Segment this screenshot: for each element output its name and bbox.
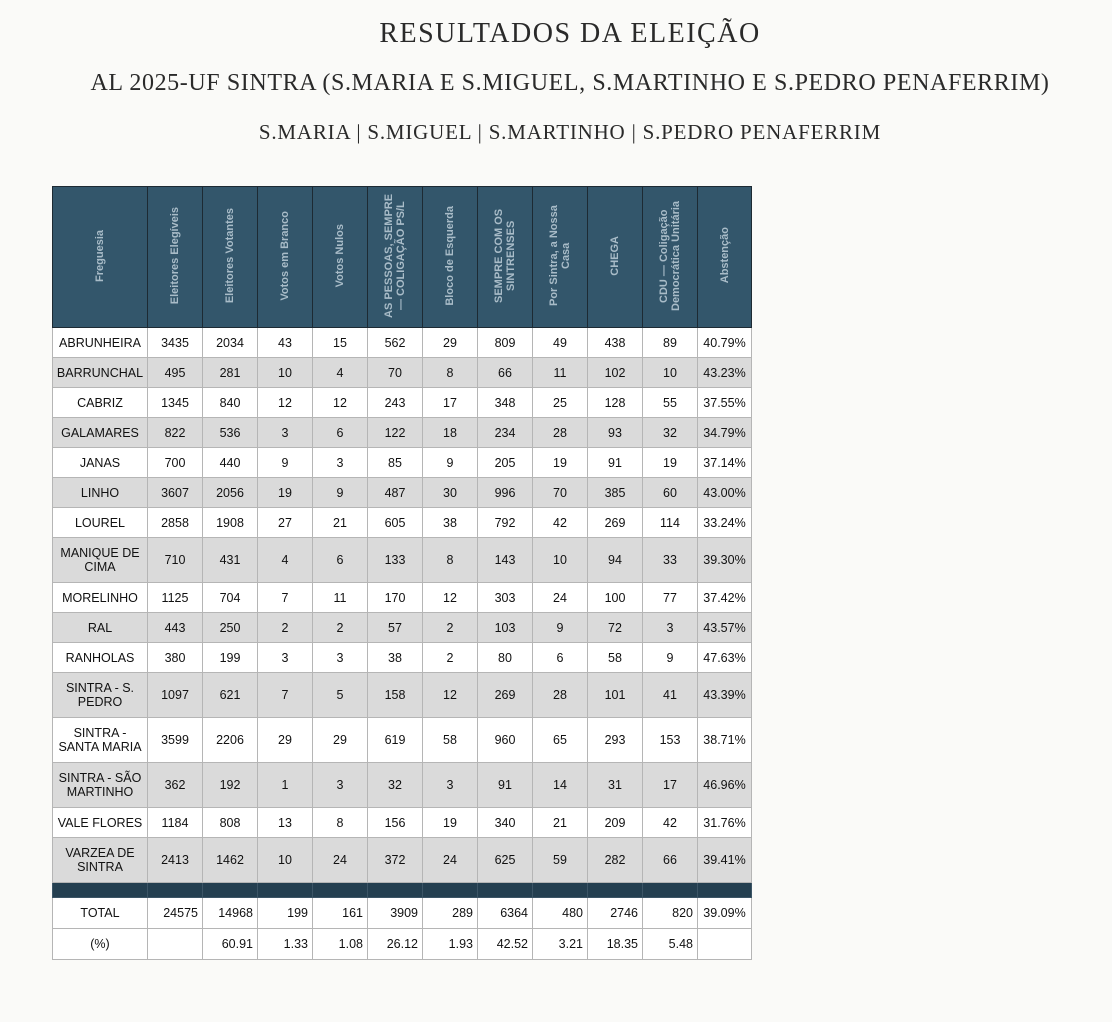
page-subtitle: AL 2025-UF SINTRA (S.MARIA E S.MIGUEL, S.MARTINHO E S.PEDRO PENAFERRIM) [90, 70, 1050, 96]
column-header-label: Abstenção [718, 227, 731, 284]
table-cell: 170 [368, 583, 423, 613]
table-header-row [53, 187, 752, 328]
parish-name-cell: LOUREL [53, 508, 148, 538]
total-row-cell: 3909 [368, 898, 423, 929]
table-cell: 102 [588, 358, 643, 388]
table-cell: 808 [203, 808, 258, 838]
table-row [53, 673, 752, 718]
table-cell: 822 [148, 418, 203, 448]
table-cell: 43 [258, 328, 313, 358]
total-row-cell: 39.09% [698, 898, 752, 929]
table-cell: 3599 [148, 718, 203, 763]
table-cell: 8 [423, 538, 478, 583]
separator-cell [698, 883, 752, 898]
column-header [258, 187, 313, 328]
table-cell: 619 [368, 718, 423, 763]
table-cell: 1345 [148, 388, 203, 418]
table-cell: 19 [643, 448, 698, 478]
total-row-cell: 480 [533, 898, 588, 929]
column-header [698, 187, 752, 328]
table-cell: 431 [203, 538, 258, 583]
table-row [53, 538, 752, 583]
table-cell: 60 [643, 478, 698, 508]
table-cell: 9 [313, 478, 368, 508]
table-cell: 11 [313, 583, 368, 613]
page-title: RESULTADOS DA ELEIÇÃO [379, 18, 761, 49]
table-cell: 293 [588, 718, 643, 763]
column-header-label: Eleitores Votantes [224, 207, 236, 304]
table-row [53, 583, 752, 613]
table-cell: 1184 [148, 808, 203, 838]
table-cell: 243 [368, 388, 423, 418]
parish-name-cell: RANHOLAS [53, 643, 148, 673]
table-cell: 209 [588, 808, 643, 838]
table-cell: 31.76% [698, 808, 752, 838]
table-cell: 37.55% [698, 388, 752, 418]
table-cell: 65 [533, 718, 588, 763]
table-cell: 621 [203, 673, 258, 718]
table-cell: 6 [313, 418, 368, 448]
table-cell: 93 [588, 418, 643, 448]
parish-name-cell: SINTRA - S. PEDRO [53, 673, 148, 718]
table-cell: 11 [533, 358, 588, 388]
table-cell: 710 [148, 538, 203, 583]
table-cell: 32 [643, 418, 698, 448]
table-cell: 19 [423, 808, 478, 838]
table-cell: 385 [588, 478, 643, 508]
table-cell: 3 [313, 448, 368, 478]
table-cell: 29 [258, 718, 313, 763]
table-cell: 101 [588, 673, 643, 718]
table-row [53, 448, 752, 478]
percent-row-cell: 1.08 [313, 929, 368, 960]
percent-row-cell [698, 929, 752, 960]
table-cell: 49 [533, 328, 588, 358]
parish-name-cell: SINTRA - SANTA MARIA [53, 718, 148, 763]
column-header [423, 187, 478, 328]
table-cell: 31 [588, 763, 643, 808]
table-cell: 34.79% [698, 418, 752, 448]
table-cell: 156 [368, 808, 423, 838]
total-row-cell: 2746 [588, 898, 643, 929]
table-row [53, 808, 752, 838]
table-cell: 80 [478, 643, 533, 673]
table-cell: 3 [313, 643, 368, 673]
table-cell: 122 [368, 418, 423, 448]
table-cell: 380 [148, 643, 203, 673]
table-cell: 24 [313, 838, 368, 883]
table-cell: 2034 [203, 328, 258, 358]
table-cell: 192 [203, 763, 258, 808]
percent-row-cell: 60.91 [203, 929, 258, 960]
table-cell: 27 [258, 508, 313, 538]
separator-cell [258, 883, 313, 898]
table-row [53, 418, 752, 448]
table-cell: 55 [643, 388, 698, 418]
percent-row-label: (%) [53, 929, 148, 960]
table-cell: 4 [258, 538, 313, 583]
total-row-cell: 199 [258, 898, 313, 929]
table-cell: 704 [203, 583, 258, 613]
table-cell: 536 [203, 418, 258, 448]
column-header-label: Freguesia [94, 229, 106, 282]
table-cell: 39.30% [698, 538, 752, 583]
table-cell: 43.00% [698, 478, 752, 508]
parish-name-cell: ABRUNHEIRA [53, 328, 148, 358]
table-cell: 440 [203, 448, 258, 478]
table-cell: 33.24% [698, 508, 752, 538]
table-cell: 3 [258, 418, 313, 448]
table-row [53, 328, 752, 358]
table-cell: 12 [313, 388, 368, 418]
table-cell: 2858 [148, 508, 203, 538]
total-row-cell: 289 [423, 898, 478, 929]
column-header [588, 187, 643, 328]
table-cell: 5 [313, 673, 368, 718]
table-cell: 24 [533, 583, 588, 613]
table-cell: 9 [533, 613, 588, 643]
percent-row-cell: 18.35 [588, 929, 643, 960]
table-cell: 1125 [148, 583, 203, 613]
table-cell: 6 [313, 538, 368, 583]
table-cell: 143 [478, 538, 533, 583]
table-cell: 47.63% [698, 643, 752, 673]
table-cell: 72 [588, 613, 643, 643]
table-cell: 29 [313, 718, 368, 763]
table-cell: 114 [643, 508, 698, 538]
parish-name-cell: SINTRA - SÃO MARTINHO [53, 763, 148, 808]
parish-name-cell: JANAS [53, 448, 148, 478]
table-cell: 3 [423, 763, 478, 808]
table-cell: 269 [478, 673, 533, 718]
column-header-label: Votos em Branco [279, 210, 291, 301]
table-cell: 3435 [148, 328, 203, 358]
table-cell: 1908 [203, 508, 258, 538]
table-cell: 21 [533, 808, 588, 838]
table-cell: 133 [368, 538, 423, 583]
table-cell: 438 [588, 328, 643, 358]
table-cell: 29 [423, 328, 478, 358]
table-cell: 28 [533, 418, 588, 448]
table-cell: 24 [423, 838, 478, 883]
table-cell: 10 [643, 358, 698, 388]
table-cell: 38.71% [698, 718, 752, 763]
table-row [53, 763, 752, 808]
table-cell: 1 [258, 763, 313, 808]
column-header [368, 187, 423, 328]
table-cell: 12 [258, 388, 313, 418]
table-cell: 372 [368, 838, 423, 883]
table-cell: 2 [258, 613, 313, 643]
total-row-cell: 820 [643, 898, 698, 929]
parish-name-cell: VALE FLORES [53, 808, 148, 838]
table-cell: 996 [478, 478, 533, 508]
table-cell: 13 [258, 808, 313, 838]
table-cell: 12 [423, 673, 478, 718]
table-cell: 234 [478, 418, 533, 448]
parish-name-cell: LINHO [53, 478, 148, 508]
table-row [53, 358, 752, 388]
table-cell: 15 [313, 328, 368, 358]
table-cell: 4 [313, 358, 368, 388]
separator-row [53, 883, 752, 898]
table-cell: 40.79% [698, 328, 752, 358]
table-cell: 792 [478, 508, 533, 538]
parish-name-cell: MORELINHO [53, 583, 148, 613]
table-cell: 14 [533, 763, 588, 808]
table-cell: 3 [643, 613, 698, 643]
table-cell: 46.96% [698, 763, 752, 808]
separator-cell [533, 883, 588, 898]
table-cell: 2 [423, 643, 478, 673]
table-cell: 19 [533, 448, 588, 478]
column-header [533, 187, 588, 328]
table-cell: 362 [148, 763, 203, 808]
total-row-cell: 161 [313, 898, 368, 929]
column-header [53, 187, 148, 328]
table-cell: 25 [533, 388, 588, 418]
table-cell: 39.41% [698, 838, 752, 883]
table-cell: 43.39% [698, 673, 752, 718]
table-cell: 495 [148, 358, 203, 388]
separator-cell [313, 883, 368, 898]
table-row [53, 718, 752, 763]
table-cell: 1462 [203, 838, 258, 883]
table-cell: 9 [258, 448, 313, 478]
separator-cell [203, 883, 258, 898]
table-cell: 42 [533, 508, 588, 538]
table-cell: 2 [313, 613, 368, 643]
table-cell: 59 [533, 838, 588, 883]
table-cell: 199 [203, 643, 258, 673]
table-cell: 128 [588, 388, 643, 418]
separator-cell [148, 883, 203, 898]
table-cell: 77 [643, 583, 698, 613]
table-cell: 700 [148, 448, 203, 478]
table-cell: 38 [368, 643, 423, 673]
table-cell: 281 [203, 358, 258, 388]
column-header [478, 187, 533, 328]
percent-row-cell [148, 929, 203, 960]
table-cell: 57 [368, 613, 423, 643]
table-cell: 3607 [148, 478, 203, 508]
table-row [53, 508, 752, 538]
column-header-label: Eleitores Elegíveis [169, 206, 181, 305]
table-cell: 8 [313, 808, 368, 838]
table-cell: 562 [368, 328, 423, 358]
separator-cell [588, 883, 643, 898]
table-cell: 340 [478, 808, 533, 838]
table-cell: 282 [588, 838, 643, 883]
table-cell: 100 [588, 583, 643, 613]
table-row [53, 643, 752, 673]
separator-cell [368, 883, 423, 898]
column-header [313, 187, 368, 328]
table-cell: 70 [368, 358, 423, 388]
total-row-cell: 6364 [478, 898, 533, 929]
percent-row-cell: 1.93 [423, 929, 478, 960]
column-header-label: Por Sintra, a Nossa Casa [548, 205, 572, 306]
table-cell: 348 [478, 388, 533, 418]
table-cell: 37.14% [698, 448, 752, 478]
percent-row-cell: 26.12 [368, 929, 423, 960]
table-cell: 6 [533, 643, 588, 673]
separator-cell [478, 883, 533, 898]
table-cell: 158 [368, 673, 423, 718]
table-cell: 94 [588, 538, 643, 583]
parish-name-cell: RAL [53, 613, 148, 643]
table-cell: 10 [533, 538, 588, 583]
separator-cell [643, 883, 698, 898]
table-cell: 30 [423, 478, 478, 508]
column-header-label: CHEGA [609, 235, 621, 276]
percent-row-cell: 1.33 [258, 929, 313, 960]
table-cell: 28 [533, 673, 588, 718]
table-cell: 960 [478, 718, 533, 763]
table-cell: 17 [423, 388, 478, 418]
table-cell: 8 [423, 358, 478, 388]
table-cell: 66 [478, 358, 533, 388]
table-cell: 85 [368, 448, 423, 478]
table-cell: 66 [643, 838, 698, 883]
table-cell: 43.23% [698, 358, 752, 388]
total-row-cell: 14968 [203, 898, 258, 929]
percent-row-cell: 42.52 [478, 929, 533, 960]
table-cell: 58 [588, 643, 643, 673]
column-header-label: CDU — Coligação Democrática Unitária [658, 200, 682, 311]
table-cell: 21 [313, 508, 368, 538]
parish-name-cell: VARZEA DE SINTRA [53, 838, 148, 883]
table-cell: 7 [258, 583, 313, 613]
separator-cell [423, 883, 478, 898]
table-cell: 2056 [203, 478, 258, 508]
table-cell: 43.57% [698, 613, 752, 643]
column-header-label: SEMPRE COM OS SINTRENSES [493, 208, 517, 303]
column-header-label: AS PESSOAS, SEMPRE — COLIGAÇÃO PS/L [383, 193, 407, 318]
table-cell: 205 [478, 448, 533, 478]
table-cell: 32 [368, 763, 423, 808]
table-cell: 840 [203, 388, 258, 418]
table-cell: 2 [423, 613, 478, 643]
table-cell: 250 [203, 613, 258, 643]
table-cell: 487 [368, 478, 423, 508]
column-header [148, 187, 203, 328]
parish-name-cell: BARRUNCHAL [53, 358, 148, 388]
table-cell: 809 [478, 328, 533, 358]
table-cell: 9 [423, 448, 478, 478]
table-cell: 70 [533, 478, 588, 508]
table-row [53, 613, 752, 643]
table-cell: 17 [643, 763, 698, 808]
table-cell: 605 [368, 508, 423, 538]
table-cell: 91 [588, 448, 643, 478]
results-table [52, 186, 752, 960]
table-cell: 269 [588, 508, 643, 538]
total-row [53, 898, 752, 929]
parish-name-cell: CABRIZ [53, 388, 148, 418]
table-cell: 10 [258, 838, 313, 883]
table-cell: 58 [423, 718, 478, 763]
table-cell: 103 [478, 613, 533, 643]
table-cell: 42 [643, 808, 698, 838]
parish-name-cell: GALAMARES [53, 418, 148, 448]
results-table-container [52, 186, 752, 960]
table-cell: 2413 [148, 838, 203, 883]
table-cell: 153 [643, 718, 698, 763]
table-cell: 89 [643, 328, 698, 358]
table-cell: 303 [478, 583, 533, 613]
table-cell: 3 [313, 763, 368, 808]
table-cell: 18 [423, 418, 478, 448]
parishes-line: S.MARIA | S.MIGUEL | S.MARTINHO | S.PEDRO PENAFERRIM [258, 120, 882, 144]
total-row-label: TOTAL [53, 898, 148, 929]
percent-row-cell: 5.48 [643, 929, 698, 960]
table-cell: 625 [478, 838, 533, 883]
table-cell: 91 [478, 763, 533, 808]
total-row-cell: 24575 [148, 898, 203, 929]
table-row [53, 838, 752, 883]
table-cell: 41 [643, 673, 698, 718]
table-cell: 10 [258, 358, 313, 388]
column-header [203, 187, 258, 328]
table-cell: 37.42% [698, 583, 752, 613]
percent-row-cell: 3.21 [533, 929, 588, 960]
column-header-label: Votos Nulos [334, 223, 346, 288]
column-header-label: Bloco de Esquerda [444, 205, 456, 306]
table-cell: 33 [643, 538, 698, 583]
table-cell: 7 [258, 673, 313, 718]
column-header [643, 187, 698, 328]
table-cell: 443 [148, 613, 203, 643]
table-cell: 12 [423, 583, 478, 613]
table-cell: 2206 [203, 718, 258, 763]
percent-row [53, 929, 752, 960]
table-cell: 19 [258, 478, 313, 508]
table-row [53, 388, 752, 418]
table-row [53, 478, 752, 508]
separator-cell [53, 883, 148, 898]
table-cell: 1097 [148, 673, 203, 718]
table-cell: 3 [258, 643, 313, 673]
table-cell: 9 [643, 643, 698, 673]
parish-name-cell: MANIQUE DE CIMA [53, 538, 148, 583]
table-cell: 38 [423, 508, 478, 538]
